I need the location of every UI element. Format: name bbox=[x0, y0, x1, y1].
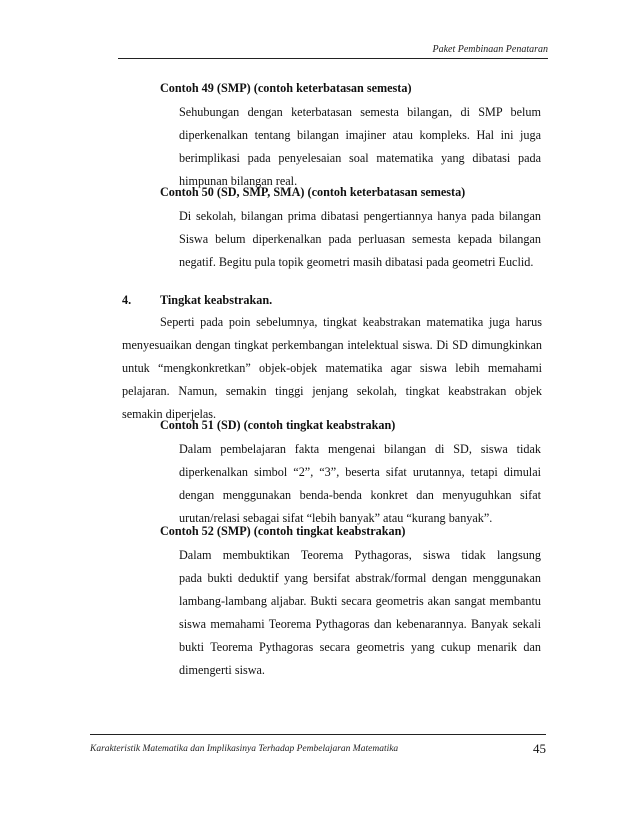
example-49-heading: Contoh 49 (SMP) (contoh keterbatasan semesta) bbox=[160, 81, 412, 95]
paragraph-line: Seperti pada poin sebelumnya, tingkat keabstrakan matematika juga harus bbox=[160, 315, 542, 329]
example-50-body bbox=[179, 205, 541, 274]
paragraph-line: Di sekolah, bilangan prima dibatasi pengertiannya hanya pada bilangan bbox=[179, 209, 541, 223]
paragraph-line: Sehubungan dengan keterbatasan semesta bilangan, di SMP belum bbox=[179, 105, 541, 119]
paragraph-line: pada bukti deduktif yang bersifat abstrak/formal dengan menggunakan bbox=[179, 571, 541, 585]
paragraph-line: lambang-lambang aljabar. Bukti secara geometris akan sangat membantu bbox=[179, 594, 541, 608]
example-51-body bbox=[179, 438, 541, 530]
section-number: 4. bbox=[122, 293, 132, 307]
paragraph-line: Siswa belum diperkenalkan pada perluasan semesta kepada bilangan bbox=[179, 232, 541, 246]
paragraph-line: negatif. Begitu pula topik geometri masih dibatasi pada geometri Euclid. bbox=[179, 255, 534, 269]
paragraph-line: dimengerti siswa. bbox=[179, 663, 265, 677]
example-51-heading: Contoh 51 (SD) (contoh tingkat keabstrakan) bbox=[160, 418, 396, 432]
header-rule bbox=[118, 58, 548, 59]
paragraph-line: pelajaran. Namun, semakin tinggi jenjang sekolah, tingkat keabstrakan objek bbox=[122, 384, 542, 398]
paragraph-line: Dalam membuktikan Teorema Pythagoras, siswa tidak langsung bbox=[179, 548, 541, 562]
paragraph-line: menyesuaikan dengan tingkat perkembangan intelektual siswa. Di SD dimungkinkan bbox=[122, 338, 542, 352]
paragraph-line: berimplikasi pada penyelesaian soal matematika yang dibatasi pada bbox=[179, 151, 541, 165]
footer-book-title: Karakteristik Matematika dan Implikasinya Terhadap Pembelajaran Matematika bbox=[90, 744, 399, 754]
section-4-heading bbox=[122, 289, 542, 312]
footer-rule bbox=[90, 734, 546, 735]
example-51-heading-block bbox=[160, 414, 546, 437]
example-49-heading-block bbox=[160, 77, 546, 100]
example-52-heading-block bbox=[160, 520, 546, 543]
paragraph-line: Dalam pembelajaran fakta mengenai bilangan di SD, siswa tidak bbox=[179, 442, 541, 456]
paragraph-line: untuk “mengkonkretkan” objek-objek matematika agar siswa lebih memahami bbox=[122, 361, 542, 375]
paragraph-line: diperkenalkan simbol “2”, “3”, beserta sifat urutannya, tetapi dimulai bbox=[179, 465, 541, 479]
section-4-body bbox=[122, 311, 542, 426]
page-number: 45 bbox=[533, 741, 546, 756]
paragraph-line: urutan/relasi sebagai sifat “lebih banyak” atau “kurang banyak”. bbox=[179, 511, 493, 525]
section-title: Tingkat keabstrakan. bbox=[160, 293, 273, 307]
example-52-body bbox=[179, 544, 541, 682]
example-49-body bbox=[179, 101, 541, 193]
paragraph-line: siswa memahami Teorema Pythagoras dan kebenarannya. Banyak sekali bbox=[179, 617, 541, 631]
example-50-heading-block bbox=[160, 181, 546, 204]
running-header: Paket Pembinaan Penataran bbox=[432, 44, 548, 55]
example-50-heading: Contoh 50 (SD, SMP, SMA) (contoh keterbatasan semesta) bbox=[160, 185, 466, 199]
paragraph-line: semakin diperjelas. bbox=[122, 407, 217, 421]
paragraph-line: bukti Teorema Pythagoras secara geometris yang cukup menarik dan bbox=[179, 640, 541, 654]
paragraph-line: dengan menggunakan benda-benda konkret dan menyuguhkan sifat bbox=[179, 488, 541, 502]
paragraph-line: diperkenalkan tentang bilangan imajiner atau kompleks. Hal ini juga bbox=[179, 128, 541, 142]
example-52-heading: Contoh 52 (SMP) (contoh tingkat keabstrakan) bbox=[160, 524, 406, 538]
paragraph-line: himpunan bilangan real. bbox=[179, 174, 298, 188]
